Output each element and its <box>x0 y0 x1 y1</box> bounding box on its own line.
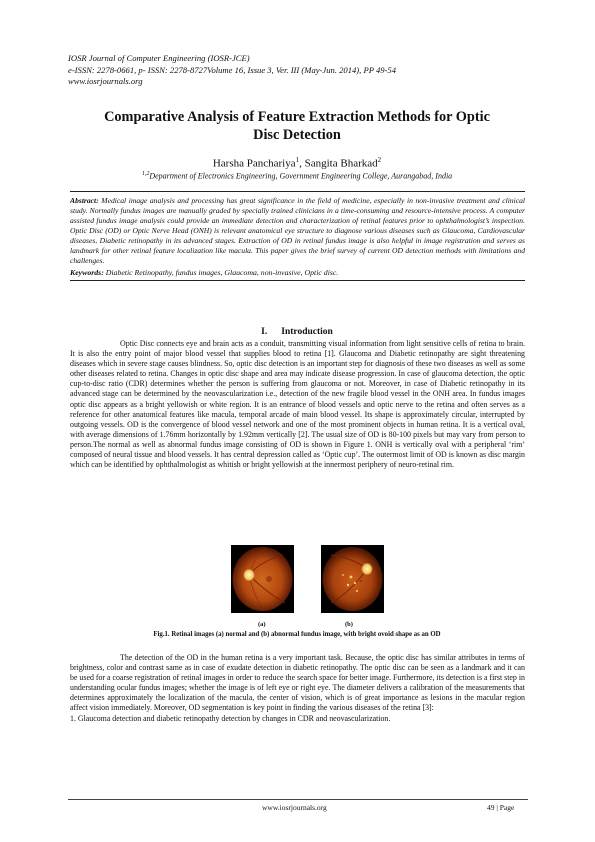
author-2-sup: 2 <box>377 156 382 164</box>
title-line-1: Comparative Analysis of Feature Extraction Methods for Optic <box>104 109 490 125</box>
intro-paragraph-2 <box>70 653 525 724</box>
keywords-text: Diabetic Retinopathy, fundus images, Glaucoma, non-invasive, Optic disc. <box>103 268 339 277</box>
journal-name: IOSR Journal of Computer Engineering (IOSR-JCE) <box>68 53 250 63</box>
intro-paragraph-1 <box>70 339 525 470</box>
figure-1 <box>231 545 391 613</box>
fundus-image-normal <box>231 545 294 613</box>
footer-rule <box>68 799 528 800</box>
section-title: Introduction <box>281 327 333 337</box>
abstract-text: Medical image analysis and processing has great significance in the field of medicine, especially in non-invasive treatment and clinical study. Normally fundus images are manually graded by specially trained clinicians in a time-consuming and resource-intensive process. A computer assisted fundus image analysis could provide an immediate detection and characterization of retinal features prior to ophthalmologist’s inspection. Optic Disc (OD) or Optic Nerve Head (ONH) is relevant anatomical eye structure to diagnose various diseases such as Glaucoma, Cardiovascular diseases, Diabetic retinopathy in its advanced stages. Extraction of OD in retinal fundus image is also helpful in image registration and serves as landmark for other retinal feature localization like macula. This paper gives the brief survey of current OD detection methods with limitations and challenges. <box>70 196 525 265</box>
keywords <box>70 268 525 278</box>
fundus-image-abnormal <box>321 545 384 613</box>
paper-title <box>62 108 532 144</box>
abstract-label: Abstract: <box>70 196 99 205</box>
footer-page-number: 49 | Page <box>487 803 515 812</box>
affiliation <box>62 169 532 182</box>
footer-website: www.iosrjournals.org <box>262 803 327 812</box>
intro-p1-text: Optic Disc connects eye and brain acts as a conduit, transmitting visual information from light sensitive cells of retina to brain. It is also the entry point of major blood vessel that supplies blood to retina [1]. Glaucoma and Diabetic retinopathy are sight threatening diseases which in severe stage causes blindness. So, optic disc detection is an important step for diagnosis of these two diseases as well as some other diseases related to retina. Changes in optic disc shape and area may indicate disease progression. In case of glaucoma detection, the optic cup-to-disc ratio (CDR) determines whether the person is suffering from glaucoma or not. Moreover, in case of Diabetic retinopathy in its advanced stage can be determined by the neovascularization i.e., detection of the new fragile blood vessel in the ONH area. In fundus images optic disc appears as a bright yellowish or white region. It is an entrance of blood vessels and optic nerve to the retina and often serves as a reference for other anatomical features like macula, temporal arcade of main blood vessel. Its shape is approximately circular, interrupted by outgoing vessels. OD is the convergence of blood vessel network and one of the most prominent objects in human retina. It is a vertical oval, with average dimensions of 1.76mm horizontally by 1.92mm vertically [2]. The usual size of OD is 80-100 pixels but may vary from person to person.The normal as well as abnormal fundus image consisting of OD is shown in Figure 1. ONH is vertically oval with a peripheral ‘rim’ composed of neural tissue and blood vessels. It has central depression called as ‘Optic cup’. The outermost limit of OD is known as disc margin which can be identified by ophthalmologist as whitish or bright yellowish at the innermost periphery of neuro-retinal rim. <box>70 339 525 470</box>
journal-issn: e-ISSN: 2278-0661, p- ISSN: 2278-8727Volume 16, Issue 3, Ver. III (May-Jun. 2014), PP 49-54 <box>68 64 397 75</box>
section-number: I. <box>261 327 268 337</box>
affiliation-sup: 1,2 <box>141 171 150 177</box>
figure-label-b: (b) <box>345 621 353 628</box>
abstract-box <box>70 191 525 281</box>
intro-p2 <box>70 653 525 714</box>
abstract <box>70 196 525 266</box>
intro-list-item-1: 1. Glaucoma detection and diabetic retinopathy detection by changes in CDR and neovascularization. <box>70 713 391 723</box>
author-2: Sangita Bharkad <box>304 157 378 170</box>
journal-website: www.iosrjournals.org <box>68 76 143 86</box>
affiliation-text: Department of Electronics Engineering, Government Engineering College, Aurangabad, India <box>149 171 453 181</box>
intro-p2-text: The detection of the OD in the human retina is a very important task. Because, the optic disc has similar attributes in terms of brightness, color and contrast same as in case of exudate detection in diabetic retinopathy. The optic disc can be seen as a landmark and it can be used for a coarse registration of retinal images in order to reduce the search space for better image. Furthermore, its detection is a first step in understanding ocular fundus images; whether the image is of left eye or right eye. The diameter delivers a calibration of the measurements that determines approximately the localization of the macula, the center of vision, which is of great importance as lesions in the macular region affect vision immediately. Moreover, OD segmentation is key point in finding the various diseases of the retina [3]: <box>70 653 525 713</box>
figure-label-a: (a) <box>258 621 266 628</box>
journal-header <box>68 53 396 88</box>
author-1-sup: 1 <box>295 156 300 164</box>
author-sep: , <box>299 157 305 170</box>
author-1: Harsha Panchariya <box>212 157 296 170</box>
section-heading <box>62 327 532 337</box>
keywords-label: Keywords: <box>70 268 104 277</box>
figure-caption: Fig.1. Retinal images (a) normal and (b) abnormal fundus image, with bright ovoid shape as an OD <box>153 631 441 638</box>
title-line-2: Disc Detection <box>253 127 341 143</box>
